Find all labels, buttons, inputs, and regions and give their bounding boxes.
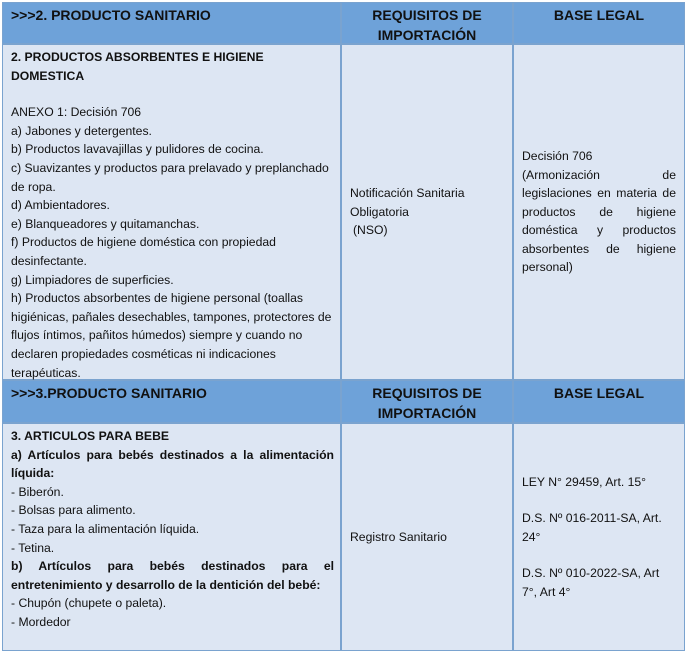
header-legal-basis: BASE LEGAL [513, 380, 685, 423]
header-requirements: REQUISITOS DE IMPORTACIÓN [341, 2, 513, 44]
table-row [2, 423, 685, 651]
list-item: f) Productos de higiene doméstica con propiedad desinfectante. [11, 235, 276, 268]
legal-reference: LEY N° 29459, Art. 15° [522, 474, 647, 489]
header-legal-basis: BASE LEGAL [513, 2, 685, 44]
requirement-text: Obligatoria [350, 204, 409, 219]
table-row [2, 44, 685, 380]
import-requirements-table [2, 2, 685, 651]
product-description-cell [2, 423, 341, 651]
requirement-text: Notificación Sanitaria [350, 186, 465, 201]
header-product: >>>2. PRODUCTO SANITARIO [2, 2, 341, 44]
list-item: c) Suavizantes y productos para prelavado y preplanchado de ropa. [11, 160, 329, 194]
subgroup-title: a) Artículos para bebés destinados a la alimentación líquida: [11, 447, 334, 481]
list-item: h) Productos absorbentes de higiene personal (toallas higiénicas, pañales desechables, tampones, protectores de flujos íntimos, pañitos húmedos) siempre y cuando no declaren propiedades cosméticas ni indicaciones terapéuticas. [11, 291, 332, 380]
requirement-cell [341, 423, 513, 651]
product-category-title: 3. ARTICULOS PARA BEBE [11, 429, 169, 443]
list-item: - Biberón. [11, 484, 64, 499]
requirement-cell [341, 44, 513, 380]
legal-reference: Decisión 706 [522, 148, 593, 163]
annex-reference: ANEXO 1: Decisión 706 [11, 105, 142, 120]
product-category-title: 2. PRODUCTOS ABSORBENTES E HIGIENE DOMESTICA [11, 50, 264, 83]
header-product: >>>3.PRODUCTO SANITARIO [2, 380, 341, 423]
list-item: d) Ambientadores. [11, 198, 110, 213]
list-item: - Mordedor [11, 614, 71, 629]
header-requirements: REQUISITOS DE IMPORTACIÓN [341, 380, 513, 423]
legal-reference: D.S. Nº 010-2022-SA, Art 7°, Art 4° [522, 566, 660, 599]
table-header-row [2, 2, 685, 44]
requirement-text: Registro Sanitario [350, 529, 447, 544]
subgroup-title: b) Artículos para bebés destinados para el entretenimiento y desarrollo de la dentición del bebé: [11, 559, 334, 592]
legal-description: (Armonización de legislaciones en materia de productos de higiene doméstica y productos absorbentes de higiene personal) [522, 167, 676, 275]
list-item: - Chupón (chupete o paleta). [11, 596, 167, 611]
list-item: a) Jabones y detergentes. [11, 123, 152, 138]
requirement-code: (NSO) [353, 223, 388, 238]
legal-reference: D.S. Nº 016-2011-SA, Art. 24° [522, 511, 662, 544]
list-item: g) Limpiadores de superficies. [11, 272, 174, 287]
list-item: b) Productos lavavajillas y pulidores de cocina. [11, 142, 264, 157]
legal-basis-cell [513, 44, 685, 380]
table-header-row [2, 380, 685, 423]
list-item: e) Blanqueadores y quitamanchas. [11, 216, 200, 231]
list-item: - Bolsas para alimento. [11, 503, 136, 518]
list-item: - Tetina. [11, 540, 55, 555]
list-item: - Taza para la alimentación líquida. [11, 521, 200, 536]
legal-basis-cell [513, 423, 685, 651]
product-description-cell [2, 44, 341, 380]
